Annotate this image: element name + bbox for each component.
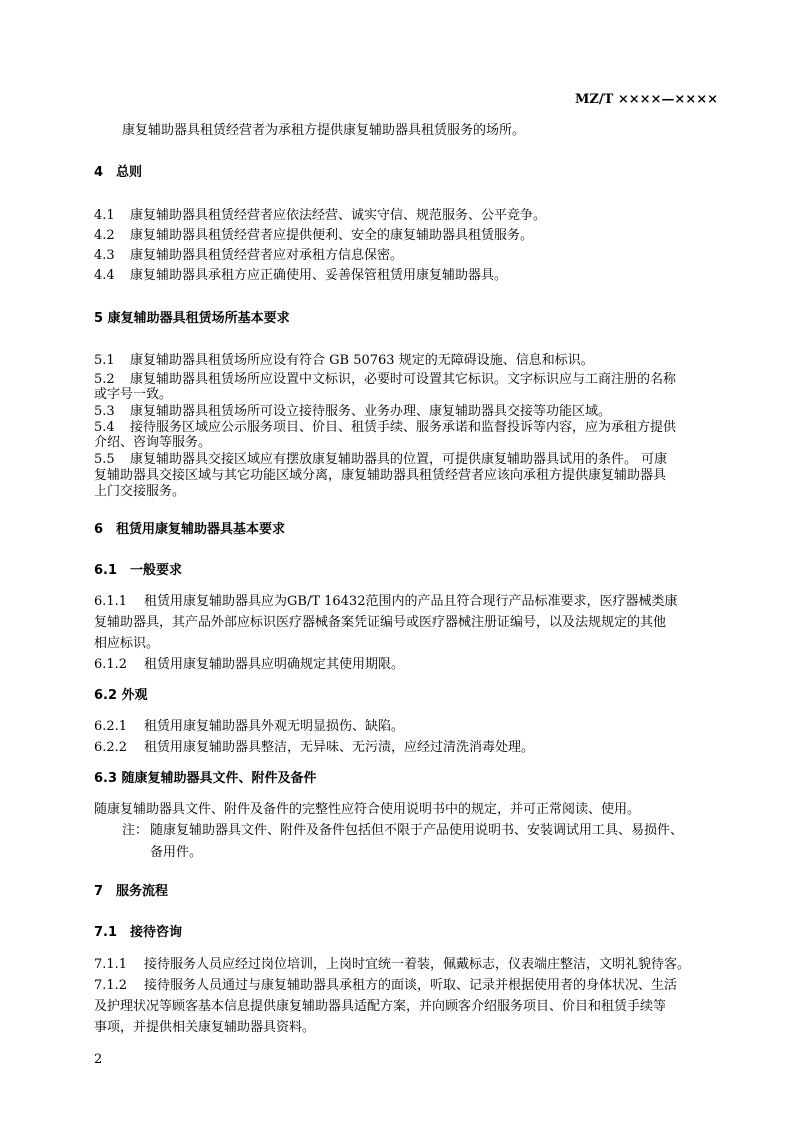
section-7-heading: 7 服务流程 xyxy=(94,884,169,899)
section-6-2-heading: 6.2 外观 xyxy=(94,688,148,703)
clause-6-2-1 xyxy=(94,717,720,736)
section-6-3-paragraph: 随康复辅助器具文件、附件及备件的完整性应符合使用说明书中的规定，并可正常阅读、使用。 xyxy=(94,802,641,817)
clause-text: 康复辅助器具租赁场所可设立接待服务、业务办理、康复辅助器具交接等功能区域。 xyxy=(130,404,612,419)
clause-number: 4.4 xyxy=(94,268,115,283)
clause-number: 5.4 xyxy=(94,420,115,435)
note-label: 注： xyxy=(122,823,149,838)
clause-number: 7.1.2 xyxy=(94,978,128,993)
clause-text: 康复辅助器具交接区域应有摆放康复辅助器具的位置，可提供康复辅助器具试用的条件。 可康 xyxy=(130,452,668,467)
clause-number: 4.2 xyxy=(94,228,115,243)
clause-number: 6.2.1 xyxy=(94,719,128,734)
clause-number: 5.3 xyxy=(94,404,115,419)
clause-text: 租赁用康复辅助器具外观无明显损伤、缺陷。 xyxy=(144,719,405,734)
clause-text: 接待服务人员通过与康复辅助器具承租方的面谈，听取、记录并根据使用者的身体状况、生活 xyxy=(144,978,678,993)
clause-text: 康复辅助器具租赁经营者应依法经营、诚实守信、规范服务、公平竞争。 xyxy=(130,208,547,223)
clause-number: 6.2.2 xyxy=(94,740,128,755)
clause-number: 6.1.1 xyxy=(94,594,128,609)
clause-text: 康复辅助器具租赁经营者应对承租方信息保密。 xyxy=(130,248,404,263)
clause-4-4 xyxy=(94,266,720,285)
clause-5-2-cont: 或字号一致。 xyxy=(94,387,173,402)
page-number: 2 xyxy=(94,1052,103,1067)
clause-number: 5.5 xyxy=(94,452,115,467)
clause-6-1-1-cont: 复辅助器具，其产品外部应标识医疗器械备案凭证编号或医疗器械注册证编号，以及法规规定的其他 xyxy=(94,615,667,630)
clause-text: 租赁用康复辅助器具整洁，无异味、无污渍，应经过清洗消毒处理。 xyxy=(144,740,535,755)
note-line: 随康复辅助器具文件、附件及备件包括但不限于产品使用说明书、安装调试用工具、易损件、 xyxy=(150,823,684,838)
clause-4-2 xyxy=(94,226,720,245)
section-4-heading: 4 总则 xyxy=(94,165,143,180)
clause-5-1 xyxy=(94,351,720,370)
clause-7-1-1 xyxy=(94,955,720,974)
clause-number: 6.1.2 xyxy=(94,657,128,672)
clause-7-1-2 xyxy=(94,976,720,995)
clause-7-1-2-cont: 及护理状况等顾客基本信息提供康复辅助器具适配方案，并向顾客介绍服务项目、价目和租赁手续等 xyxy=(94,999,667,1014)
clause-5-4-cont: 介绍、咨询等服务。 xyxy=(94,435,212,450)
clause-7-1-2-cont: 事项，并提供相关康复辅助器具资料。 xyxy=(94,1020,316,1035)
section-6-3-heading: 6.3 随康复辅助器具文件、附件及备件 xyxy=(94,771,317,786)
clause-text: 租赁用康复辅助器具应明确规定其使用期限。 xyxy=(144,657,405,672)
clause-text: 康复辅助器具租赁经营者应提供便利、安全的康复辅助器具租赁服务。 xyxy=(130,228,534,243)
clause-4-3 xyxy=(94,246,720,265)
section-6-1-heading: 6.1 一般要求 xyxy=(94,563,183,578)
clause-4-1 xyxy=(94,206,720,225)
section-7-1-heading: 7.1 接待咨询 xyxy=(94,925,183,940)
clause-6-1-2 xyxy=(94,655,720,674)
clause-5-5-cont: 复辅助器具交接区域与其它功能区域分离，康复辅助器具租赁经营者应该向承租方提供康复辅助器具 xyxy=(94,468,667,483)
clause-6-1-1 xyxy=(94,592,720,611)
clause-text: 接待服务人员应经过岗位培训，上岗时宜统一着装，佩戴标志，仪表端庄整洁，文明礼貌待客。 xyxy=(144,957,691,972)
clause-number: 5.2 xyxy=(94,372,115,387)
clause-number: 7.1.1 xyxy=(94,957,128,972)
section-6-heading: 6 租赁用康复辅助器具基本要求 xyxy=(94,522,286,537)
clause-number: 4.3 xyxy=(94,248,115,263)
clause-6-1-1-cont: 相应标识。 xyxy=(94,636,160,651)
clause-text: 接待服务区域应公示服务项目、价目、租赁手续、服务承诺和监督投诉等内容，应为承租方提供 xyxy=(130,420,677,435)
note-block xyxy=(122,820,720,864)
intro-paragraph: 康复辅助器具租赁经营者为承租方提供康复辅助器具租赁服务的场所。 xyxy=(122,123,526,138)
section-5-heading: 5 康复辅助器具租赁场所基本要求 xyxy=(94,311,290,326)
clause-6-2-2 xyxy=(94,738,720,757)
clause-text: 康复辅助器具承租方应正确使用、妥善保管租赁用康复辅助器具。 xyxy=(130,268,508,283)
note-line: 备用件。 xyxy=(150,845,203,860)
clause-text: 康复辅助器具租赁场所应设置中文标识，必要时可设置其它标识。文字标识应与工商注册的名称 xyxy=(130,372,677,387)
clause-text: 康复辅助器具租赁场所应设有符合 GB 50763 规定的无障碍设施、信息和标识。 xyxy=(130,353,594,368)
clause-number: 5.1 xyxy=(94,353,115,368)
clause-number: 4.1 xyxy=(94,208,115,223)
clause-text: 租赁用康复辅助器具应为GB/T 16432范围内的产品且符合现行产品标准要求，医疗器械类康 xyxy=(144,594,678,609)
running-header-code: MZ/T ××××—×××× xyxy=(575,92,718,107)
clause-5-5-cont: 上门交接服务。 xyxy=(94,484,186,499)
